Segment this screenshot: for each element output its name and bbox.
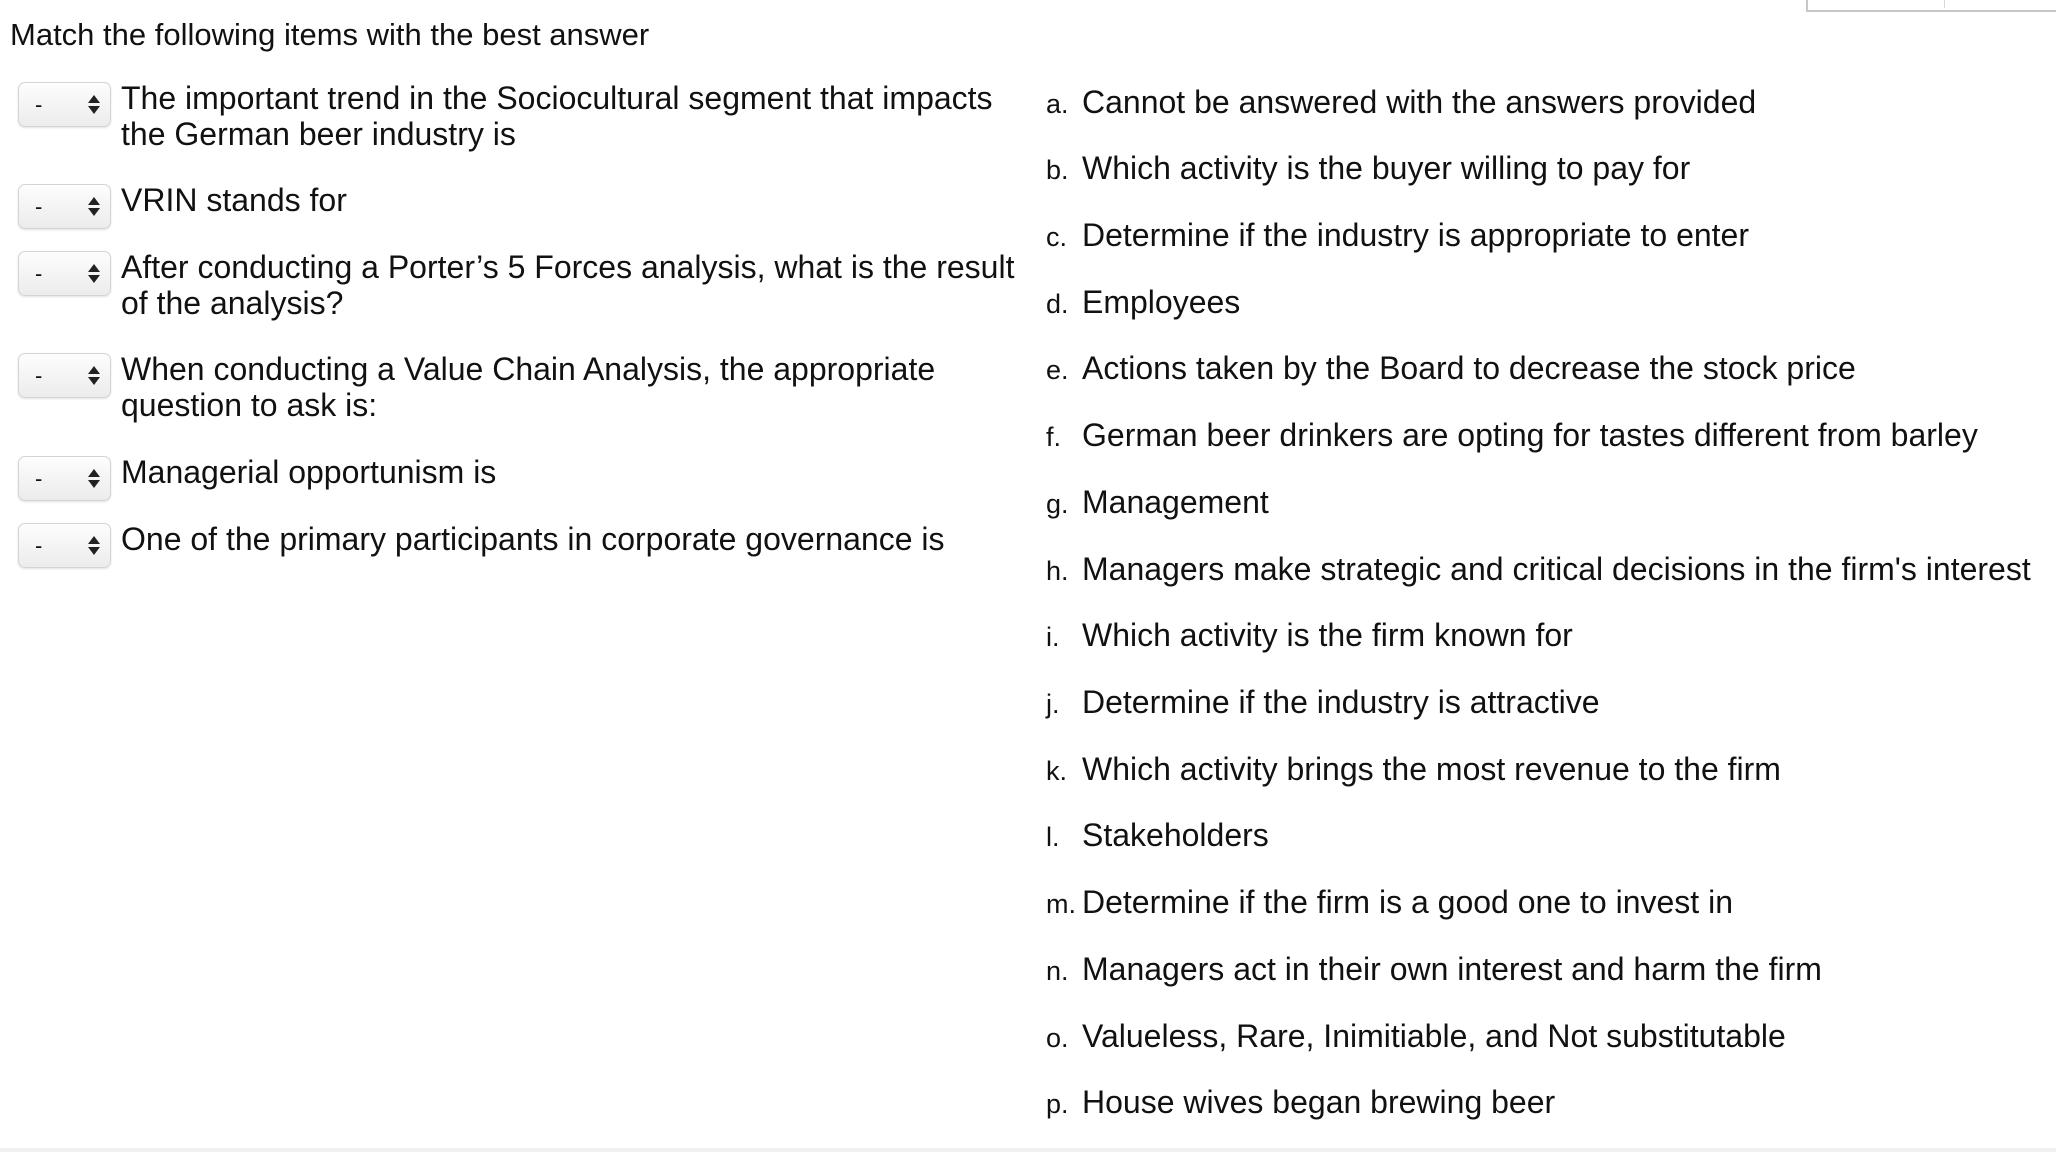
answer-item-m [1046,882,1733,924]
answer-letter: h. [1046,556,1069,586]
answer-letter: c. [1046,222,1068,252]
answer-letter: p. [1046,1089,1069,1119]
answer-text: Determine if the industry is attractive [1082,684,1600,720]
answer-letter: o. [1046,1023,1069,1053]
question-item-2 [18,184,1021,229]
up-down-arrows-icon [88,536,100,555]
instructions-text: Match the following items with the best answer [10,17,650,52]
question-text: When conducting a Value Chain Analysis, the appropriate question to ask is: [121,351,936,423]
answer-item-n [1046,949,1822,991]
answer-letter: f. [1046,422,1062,452]
answer-select-value: - [35,532,43,558]
answer-select-5[interactable] [18,456,111,501]
up-down-arrows-icon [88,264,100,283]
question-text: After conducting a Porter’s 5 Forces analysis, what is the result of the analysis? [121,249,1015,321]
answer-item-l [1046,815,1269,857]
up-down-arrows-icon [88,469,100,488]
answer-text: Managers make strategic and critical decisions in the firm's interest [1082,551,2031,587]
answer-text: Determine if the firm is a good one to invest in [1082,884,1733,920]
up-down-arrows-icon [88,366,100,385]
question-item-6 [18,523,1021,568]
answer-text: House wives began brewing beer [1082,1084,1556,1120]
answer-letter: n. [1046,956,1069,986]
question-text: Managerial opportunism is [121,454,497,490]
answer-item-f [1046,415,1978,457]
bottom-divider [0,1148,2056,1152]
answer-letter: m. [1046,889,1076,919]
answer-select-value: - [35,260,43,286]
answer-select-2[interactable] [18,184,111,229]
answer-select-4[interactable] [18,353,111,398]
question-item-5 [18,456,1021,501]
answer-item-c [1046,215,1749,257]
answer-letter: a. [1046,89,1069,119]
answer-letter: b. [1046,155,1069,185]
question-text: One of the primary participants in corporate governance is [121,521,945,557]
answer-text: Managers act in their own interest and harm the firm [1082,951,1822,987]
answer-item-g [1046,482,1269,524]
answer-text: Which activity brings the most revenue to the firm [1082,751,1781,787]
top-right-box [1806,0,2056,12]
answer-text: Cannot be answered with the answers provided [1082,84,1757,120]
answer-letter: e. [1046,355,1069,385]
answer-text: Which activity is the buyer willing to pay for [1082,150,1691,186]
answer-text: Valueless, Rare, Inimitiable, and Not substitutable [1082,1018,1786,1054]
answer-select-6[interactable] [18,523,111,568]
answer-select-1[interactable] [18,82,111,127]
answer-item-d [1046,282,1240,324]
top-right-box-divider [1944,0,1945,8]
answer-text: German beer drinkers are opting for tastes different from barley [1082,417,1978,453]
answer-text: Actions taken by the Board to decrease the stock price [1082,350,1856,386]
answer-select-value: - [35,465,43,491]
question-item-1 [18,82,1021,152]
question-text: VRIN stands for [121,182,347,218]
answer-letter: k. [1046,756,1068,786]
question-item-3 [18,251,1021,321]
answer-item-j [1046,682,1600,724]
answer-item-h [1046,549,2031,591]
answer-item-p [1046,1082,1555,1124]
answer-select-value: - [35,362,43,388]
answer-text: Stakeholders [1082,817,1269,853]
answer-letter: d. [1046,289,1069,319]
answer-select-value: - [35,193,43,219]
answer-item-k [1046,749,1781,791]
answer-letter: g. [1046,489,1069,519]
answer-text: Which activity is the firm known for [1082,617,1573,653]
answer-item-b [1046,148,1690,190]
question-item-4 [18,353,1021,423]
question-text: The important trend in the Sociocultural segment that impacts the German beer industry is [121,80,993,152]
answer-item-o [1046,1016,1786,1058]
up-down-arrows-icon [88,95,100,114]
answer-text: Determine if the industry is appropriate to enter [1082,217,1749,253]
answer-select-value: - [35,91,43,117]
up-down-arrows-icon [88,197,100,216]
answer-letter: l. [1046,822,1060,852]
answer-item-e [1046,348,1856,390]
answer-item-i [1046,615,1573,657]
answer-text: Management [1082,484,1269,520]
answer-item-a [1046,82,1756,124]
answer-letter: i. [1046,622,1060,652]
answer-text: Employees [1082,284,1241,320]
answer-letter: j. [1046,689,1060,719]
answer-select-3[interactable] [18,251,111,296]
